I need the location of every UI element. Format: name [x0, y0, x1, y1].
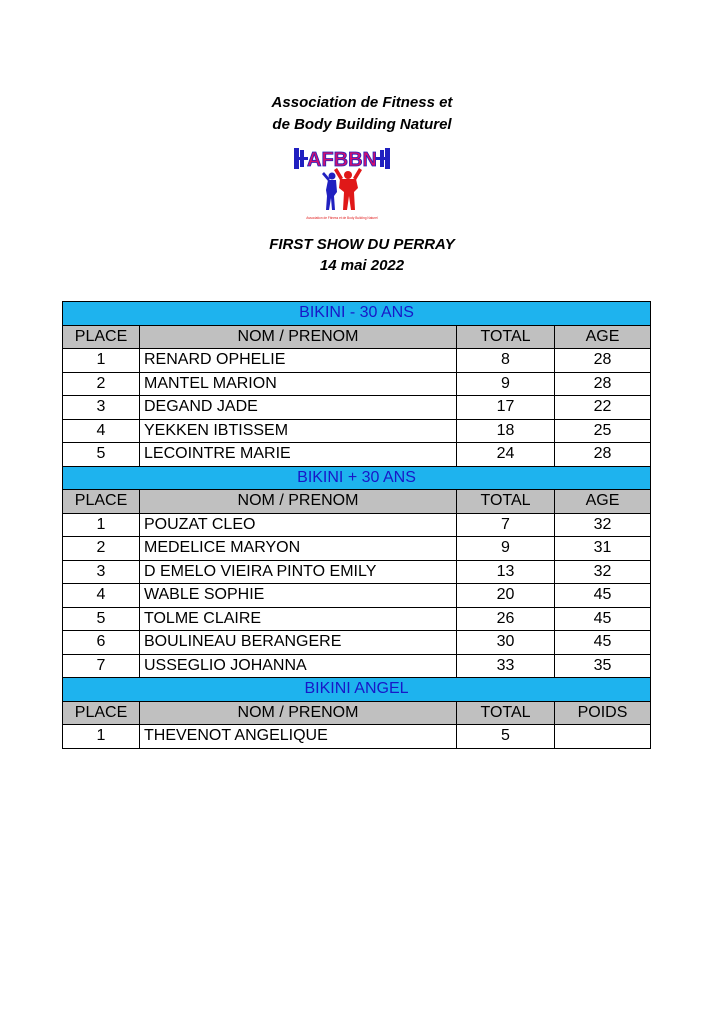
total-cell: 30 — [457, 631, 555, 655]
table-row — [63, 372, 651, 396]
column-header: PLACE — [63, 701, 140, 725]
section-title-row — [63, 466, 651, 490]
age-cell: 45 — [555, 631, 651, 655]
table-row — [63, 584, 651, 608]
name-cell: DEGAND JADE — [140, 396, 457, 420]
association-name-line2: de Body Building Naturel — [272, 116, 452, 133]
weight-cell — [555, 725, 651, 749]
name-cell: WABLE SOPHIE — [140, 584, 457, 608]
total-cell: 18 — [457, 419, 555, 443]
name-cell: THEVENOT ANGELIQUE — [140, 725, 457, 749]
name-cell: RENARD OPHELIE — [140, 349, 457, 373]
name-cell: LECOINTRE MARIE — [140, 443, 457, 467]
event-title: FIRST SHOW DU PERRAY — [269, 236, 455, 253]
table-row — [63, 654, 651, 678]
name-cell: USSEGLIO JOHANNA — [140, 654, 457, 678]
name-cell: TOLME CLAIRE — [140, 607, 457, 631]
place-cell: 2 — [63, 537, 140, 561]
table-row — [63, 537, 651, 561]
name-cell: MEDELICE MARYON — [140, 537, 457, 561]
name-cell: D EMELO VIEIRA PINTO EMILY — [140, 560, 457, 584]
results-table — [62, 301, 651, 749]
table-row — [63, 631, 651, 655]
column-header: PLACE — [63, 490, 140, 514]
column-header: NOM / PRENOM — [140, 701, 457, 725]
place-cell: 1 — [63, 349, 140, 373]
total-cell: 26 — [457, 607, 555, 631]
age-cell: 45 — [555, 607, 651, 631]
column-header: TOTAL — [457, 701, 555, 725]
total-cell: 7 — [457, 513, 555, 537]
column-header: POIDS — [555, 701, 651, 725]
column-header: NOM / PRENOM — [140, 490, 457, 514]
section-title-row — [63, 678, 651, 702]
age-cell: 32 — [555, 513, 651, 537]
section-title: BIKINI + 30 ANS — [63, 466, 651, 490]
total-cell: 33 — [457, 654, 555, 678]
age-cell: 31 — [555, 537, 651, 561]
age-cell: 25 — [555, 419, 651, 443]
place-cell: 3 — [63, 560, 140, 584]
name-cell: BOULINEAU BERANGERE — [140, 631, 457, 655]
place-cell: 1 — [63, 513, 140, 537]
column-header: TOTAL — [457, 490, 555, 514]
column-header-row — [63, 701, 651, 725]
table-row — [63, 443, 651, 467]
table-row — [63, 419, 651, 443]
place-cell: 3 — [63, 396, 140, 420]
logo-subtitle: Association de Fitness et de Body Building Naturel — [306, 216, 378, 220]
event-date: 14 mai 2022 — [319, 257, 405, 274]
column-header-row — [63, 325, 651, 349]
total-cell: 20 — [457, 584, 555, 608]
age-cell: 28 — [555, 372, 651, 396]
age-cell: 28 — [555, 443, 651, 467]
age-cell: 22 — [555, 396, 651, 420]
place-cell: 5 — [63, 607, 140, 631]
place-cell: 1 — [63, 725, 140, 749]
association-name-line1: Association de Fitness et — [271, 94, 453, 111]
age-cell: 45 — [555, 584, 651, 608]
total-cell: 24 — [457, 443, 555, 467]
section-title-row — [63, 302, 651, 326]
name-cell: YEKKEN IBTISSEM — [140, 419, 457, 443]
table-row — [63, 560, 651, 584]
table-row — [63, 349, 651, 373]
total-cell: 17 — [457, 396, 555, 420]
column-header-row — [63, 490, 651, 514]
afbbn-logo — [292, 144, 392, 222]
logo-text: AFBBN — [307, 149, 377, 171]
total-cell: 5 — [457, 725, 555, 749]
column-header: NOM / PRENOM — [140, 325, 457, 349]
name-cell: POUZAT CLEO — [140, 513, 457, 537]
table-row — [63, 607, 651, 631]
total-cell: 8 — [457, 349, 555, 373]
age-cell: 35 — [555, 654, 651, 678]
place-cell: 6 — [63, 631, 140, 655]
event-header — [0, 234, 724, 276]
column-header: TOTAL — [457, 325, 555, 349]
total-cell: 13 — [457, 560, 555, 584]
place-cell: 4 — [63, 584, 140, 608]
table-row — [63, 396, 651, 420]
total-cell: 9 — [457, 372, 555, 396]
section-title: BIKINI - 30 ANS — [63, 302, 651, 326]
column-header: AGE — [555, 325, 651, 349]
table-row — [63, 513, 651, 537]
place-cell: 4 — [63, 419, 140, 443]
section-title: BIKINI ANGEL — [63, 678, 651, 702]
place-cell: 2 — [63, 372, 140, 396]
total-cell: 9 — [457, 537, 555, 561]
age-cell: 28 — [555, 349, 651, 373]
place-cell: 7 — [63, 654, 140, 678]
age-cell: 32 — [555, 560, 651, 584]
association-header — [0, 92, 724, 136]
place-cell: 5 — [63, 443, 140, 467]
column-header: AGE — [555, 490, 651, 514]
column-header: PLACE — [63, 325, 140, 349]
table-row — [63, 725, 651, 749]
name-cell: MANTEL MARION — [140, 372, 457, 396]
